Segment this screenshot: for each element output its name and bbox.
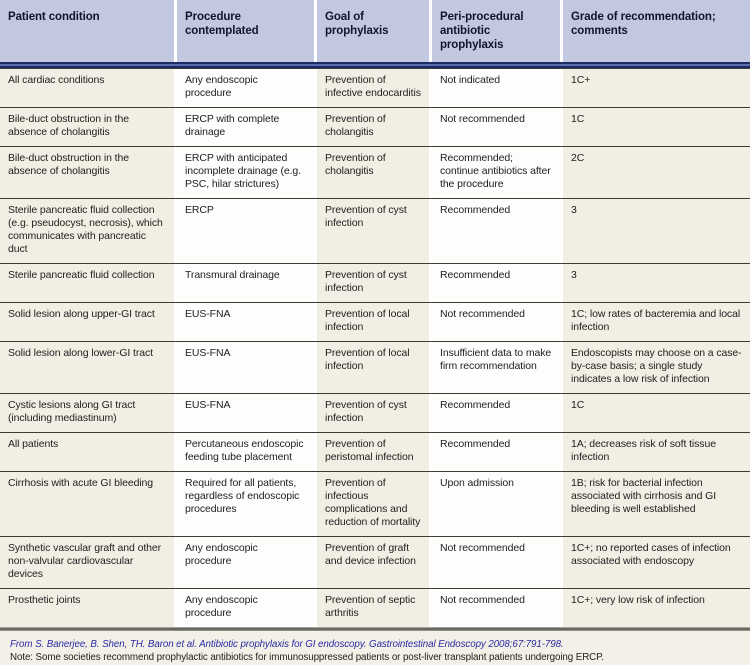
cell-patient-condition: All patients xyxy=(0,433,174,471)
table-row xyxy=(0,68,750,107)
cell-procedure: ERCP with anticipated incomplete drainage (e.g. PSC, hilar strictures) xyxy=(177,147,314,198)
column-header-grade-of-recommendation: Grade of recommendation; comments xyxy=(563,0,750,62)
table-row xyxy=(0,536,750,588)
cell-grade: 1B; risk for bacterial infection associated with cirrhosis and GI bleeding is well established xyxy=(563,472,750,536)
cell-patient-condition: Solid lesion along upper-GI tract xyxy=(0,303,174,341)
table-row xyxy=(0,393,750,432)
column-header-goal-of-prophylaxis: Goal of prophylaxis xyxy=(317,0,429,62)
cell-goal: Prevention of local infection xyxy=(317,303,429,341)
cell-prophylaxis: Not recommended xyxy=(432,589,560,627)
table-header-row xyxy=(0,0,750,62)
cell-procedure: EUS-FNA xyxy=(177,342,314,393)
cell-goal: Prevention of cyst infection xyxy=(317,264,429,302)
cell-grade: 2C xyxy=(563,147,750,198)
table-footnotes xyxy=(0,631,750,665)
cell-goal: Prevention of infective endocarditis xyxy=(317,69,429,107)
cell-goal: Prevention of cholangitis xyxy=(317,108,429,146)
cell-prophylaxis: Not recommended xyxy=(432,303,560,341)
cell-prophylaxis: Recommended; continue antibiotics after the procedure xyxy=(432,147,560,198)
cell-procedure: Percutaneous endoscopic feeding tube placement xyxy=(177,433,314,471)
cell-grade: 1C; low rates of bacteremia and local infection xyxy=(563,303,750,341)
cell-prophylaxis: Insufficient data to make firm recommendation xyxy=(432,342,560,393)
table-row xyxy=(0,198,750,263)
cell-procedure: Transmural drainage xyxy=(177,264,314,302)
cell-procedure: Any endoscopic procedure xyxy=(177,69,314,107)
cell-procedure: Required for all patients, regardless of endoscopic procedures xyxy=(177,472,314,536)
cell-goal: Prevention of septic arthritis xyxy=(317,589,429,627)
table-row xyxy=(0,146,750,198)
cell-patient-condition: Solid lesion along lower-GI tract xyxy=(0,342,174,393)
cell-patient-condition: Bile-duct obstruction in the absence of cholangitis xyxy=(0,147,174,198)
cell-patient-condition: Cirrhosis with acute GI bleeding xyxy=(0,472,174,536)
cell-prophylaxis: Not indicated xyxy=(432,69,560,107)
cell-goal: Prevention of graft and device infection xyxy=(317,537,429,588)
cell-grade: 1A; decreases risk of soft tissue infection xyxy=(563,433,750,471)
cell-patient-condition: Sterile pancreatic fluid collection (e.g. pseudocyst, necrosis), which communicates with pancreatic duct xyxy=(0,199,174,263)
table-row xyxy=(0,107,750,146)
cell-patient-condition: Cystic lesions along GI tract (including mediastinum) xyxy=(0,394,174,432)
cell-grade: 1C+; no reported cases of infection associated with endoscopy xyxy=(563,537,750,588)
cell-grade: 1C xyxy=(563,394,750,432)
footnote-text: Note: Some societies recommend prophylactic antibiotics for immunosuppressed patients or post-liver transplant patients undergoing ERCP. xyxy=(10,652,604,663)
cell-procedure: Any endoscopic procedure xyxy=(177,589,314,627)
cell-grade: 1C+ xyxy=(563,69,750,107)
table-row xyxy=(0,302,750,341)
cell-grade: 1C+; very low risk of infection xyxy=(563,589,750,627)
cell-grade: 3 xyxy=(563,264,750,302)
cell-goal: Prevention of cholangitis xyxy=(317,147,429,198)
cell-grade: 1C xyxy=(563,108,750,146)
cell-prophylaxis: Not recommended xyxy=(432,537,560,588)
cell-prophylaxis: Recommended xyxy=(432,433,560,471)
table-row xyxy=(0,588,750,627)
cell-procedure: ERCP with complete drainage xyxy=(177,108,314,146)
cell-patient-condition: Synthetic vascular graft and other non-valvular cardiovascular devices xyxy=(0,537,174,588)
column-header-patient-condition: Patient condition xyxy=(0,0,174,62)
cell-prophylaxis: Recommended xyxy=(432,394,560,432)
cell-patient-condition: All cardiac conditions xyxy=(0,69,174,107)
cell-goal: Prevention of infectious complications and reduction of mortality xyxy=(317,472,429,536)
cell-goal: Prevention of cyst infection xyxy=(317,394,429,432)
cell-procedure: Any endoscopic procedure xyxy=(177,537,314,588)
table-row xyxy=(0,341,750,393)
cell-patient-condition: Bile-duct obstruction in the absence of cholangitis xyxy=(0,108,174,146)
cell-goal: Prevention of local infection xyxy=(317,342,429,393)
cell-prophylaxis: Recommended xyxy=(432,199,560,263)
cell-goal: Prevention of cyst infection xyxy=(317,199,429,263)
cell-procedure: EUS-FNA xyxy=(177,394,314,432)
column-header-procedure-contemplated: Procedure contemplated xyxy=(177,0,314,62)
cell-prophylaxis: Recommended xyxy=(432,264,560,302)
column-header-peri-procedural-antibiotic-prophylaxis: Peri-procedural antibiotic prophylaxis xyxy=(432,0,560,62)
table-row xyxy=(0,432,750,471)
cell-patient-condition: Sterile pancreatic fluid collection xyxy=(0,264,174,302)
source-citation: From S. Banerjee, B. Shen, TH. Baron et al. Antibiotic prophylaxis for GI endoscopy. Gastrointestinal Endoscopy 2008;67:791-798. xyxy=(10,639,564,650)
cell-prophylaxis: Upon admission xyxy=(432,472,560,536)
cell-patient-condition: Prosthetic joints xyxy=(0,589,174,627)
table-row xyxy=(0,263,750,302)
cell-goal: Prevention of peristomal infection xyxy=(317,433,429,471)
cell-procedure: EUS-FNA xyxy=(177,303,314,341)
table-row xyxy=(0,471,750,536)
cell-grade: 3 xyxy=(563,199,750,263)
cell-prophylaxis: Not recommended xyxy=(432,108,560,146)
cell-procedure: ERCP xyxy=(177,199,314,263)
cell-grade: Endoscopists may choose on a case-by-case basis; a single study indicates a low risk of infection xyxy=(563,342,750,393)
